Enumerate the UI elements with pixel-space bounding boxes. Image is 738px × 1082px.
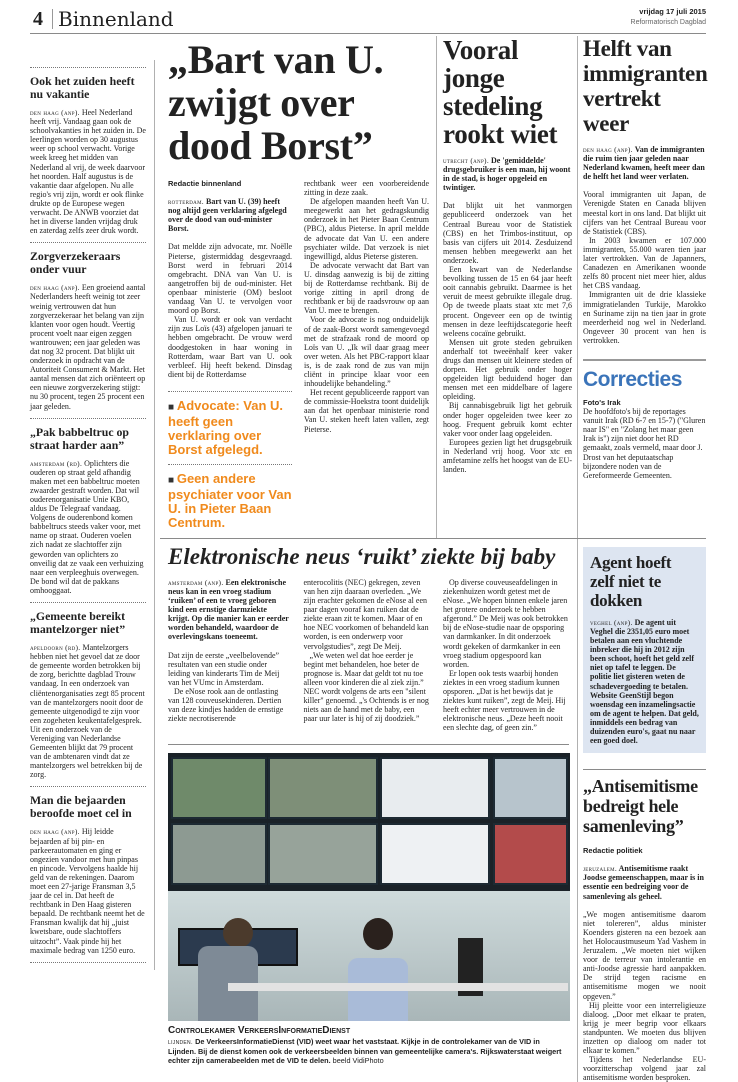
divider [168, 391, 292, 392]
correcties-rule [583, 359, 706, 361]
issue-date: vrijdag 17 juli 2015 [639, 7, 706, 16]
article-headline: Helft van immigranten vertrekt weer [583, 36, 708, 136]
paragraph: Europees gezien ligt het drugsgebruik in Nederland vrij hoog. Voor xtc en amfetamine zelfs het hoogst van de EU-landen. [443, 437, 572, 475]
brief-article [30, 75, 146, 235]
brief-title: „Pak babbeltruc op straat harder aan” [30, 424, 129, 452]
agent-body: De agent uit Veghel die 2351,05 euro moet betalen aan een vluchtende inbreker die hij in 2012 zijn been schoot, hoeft het geld zelf niet op tafel te leggen. De politie liet gisteren weten de schadevergoeding te betalen. Website GeenStijl begon woensdag een inzamelingsactie om de agent te helpen. Dat geld, inmiddels een bedrag van duizenden euro's, gaat nu naar een goed doel. [590, 617, 699, 746]
correcties-subtitle: Foto's Irak [583, 397, 621, 407]
dateline: jeruzalem. [583, 864, 618, 874]
photo-caption [168, 1025, 569, 1065]
divider [30, 602, 146, 603]
paragraph: „We weten wel dat hoe eerder je begint met behandelen, hoe beter de prognose is. Maar dat geldt tot nu toe alleen voor kinderen die al ziek zijn.” NEC wordt volgens de arts een "silent killer" genoemd. „'s Ochtends is er nog niets aan de hand met de baby, een paar uur later is hij of zij doodziek.” [303, 650, 429, 724]
page-number: 4 [33, 8, 43, 30]
main-article-col2 [304, 179, 429, 530]
paragraph: In 2003 kwamen er 107.000 immigranten, 55.000 waren tien jaar later vertrokken. Van de Japanners, Canadezen en Amerikanen woonde zelfs 80 procent niet meer hier, aldus het CBS vandaag. [583, 235, 706, 291]
paragraph: Het recent gepubliceerde rapport van de commissie-Hoekstra toont duidelijk aan dat het openbaar ministerie rond Van U. steken heeft laten vallen, zegt Pieterse. [304, 388, 429, 434]
pull-quote-text: Geen andere psychiater voor Van U. in Pieter Baan Centrum. [168, 470, 292, 530]
paragraph: De eNose rook aan de ontlasting van 128 couveusekinderen. Dertien van deze kindjes hadden de ernstige ziekte necrotiserende [168, 686, 284, 724]
article-headline: Vooral jonge stedeling rookt wiet [443, 35, 558, 149]
newspaper-name: Reformatorisch Dagblad [630, 19, 706, 26]
pull-quote: ■ Geen andere psychiater voor Van U. in Pieter Baan Centrum. [168, 470, 292, 530]
caption-text: De VerkeersInformatieDienst (VID) weet waar het vaststaat. Kijkje in de controlekamer van de VID in Lijnden. Bij de dienst komen ook de verkeersbeelden binnen van gemeentelijke camera's. Rijkswaterstaat weigert echter zijn camerabeelden met de VID te delen. [168, 1037, 562, 1066]
wiet-article [437, 36, 578, 538]
byline: Redactie politiek [583, 846, 643, 856]
divider [30, 962, 146, 963]
paragraph: Immigranten uit de drie klassieke immigratielanden Turkije, Marokko en Suriname zijn na tien jaar in grote meerderheid nog wel in Nederland. Ongeveer 30 procent van hen is vertrokken. [583, 290, 706, 345]
lead: Een elektronische neus kan in een vroeg stadium ‘ruiken’ of een te vroeg geboren kind een ernstige darmziekte krijgt. Op die manier kan er eerder worden behandeld, waardoor de overlevingskans toeneemt. [168, 577, 289, 642]
paragraph: Hij pleitte voor een interreligieuze dialoog. „Door met elkaar te praten, krijg je meer begrip voor elkaars standpunten. We moeten dus blijven inzetten op dialoog om nader tot elkaar te komen.” [583, 1000, 706, 1056]
brief-title: Ook het zuiden heeft nu vakantie [30, 74, 135, 101]
briefs-column [30, 60, 155, 970]
content-area [160, 36, 706, 1082]
paragraph: rechtbank weer een voorbereidende zitting in deze zaak. [304, 179, 429, 198]
brief-body: Een groeiend aantal Nederlanders heeft weinig tot zeer weinig vertrouwen dat hun zorgverzekeraar het belang van zijn klanten voor ogen houdt. Veertig procent voelt naar eigen zeggen wantrouwen; een jaar geleden was dat nog 32 procent. Dat blijkt uit onderzoek in opdracht van de Autoriteit Consument & Markt. Het aantal mensen dat zich oriënteert op een nieuwe zorgverzekering stijgt: nu 30 procent, tegen 25 procent een jaar geleden. [30, 283, 146, 411]
left-bottom [160, 539, 578, 1082]
brief-body: Mantelzorgers hebben niet het gevoel dat ze door de gemeente worden betrokken bij de zorg, berichtte dagblad Trouw vandaag. In een onderzoek van cliëntenorganisaties zegt 85 procent van de mantelzorgers nooit door de gemeente uitgenodigd te zijn voor een zogeheten keukentafelgesprek. Uit een onderzoek van de Vereniging van Nederlandse Gemeenten blijkt dat 79 procent van de ambtenaren vindt dat ze mantelzorgers wel betrekken bij de zorg. [30, 643, 145, 780]
paragraph: Dat meldde zijn advocate, mr. Noëlle Pieterse, gistermiddag desgevraagd. Borst werd in februari 2014 omgebracht. DNA van Van U. is aangetroffen bij de oud-minister. Het openbaar ministerie (OM) besloot vandaag Van U. te vervolgen voor moord op Borst. [168, 242, 292, 316]
paragraph: Van U. wordt er ook van verdacht zijn zus Loïs (43) afgelopen januari te hebben omgebracht. De vrouw werd doodgestoken in haar woning in Rotterdam, waar Bart van U. ook verbleef. Hij heeft bekend. Dinsdag dient bij de Rotterdamse [168, 315, 292, 379]
brief-article [30, 426, 146, 595]
dateline: rotterdam. [168, 197, 204, 207]
dateline: den haag (anp). [30, 108, 80, 117]
paragraph: Dat zijn de eerste „veelbelovende” resultaten van een studie onder leiding van kinderarts Tim de Meij van het VUmc in Amsterdam. [168, 650, 280, 687]
dateline: den haag (anp). [30, 283, 80, 293]
paragraph: Bij cannabisgebruik ligt het gebruik onder hoger opgeleiden twee keer zo hoog. Frequent gebruik komt echter vaker voor onder laag opgeleiden. [443, 401, 572, 438]
correcties-section [583, 367, 706, 480]
lead: Antisemitisme raakt Joodse gemeenschappen, maar is in essentie een bedreiging voor de samenleving als geheel. [583, 864, 704, 901]
page-header [30, 6, 706, 33]
caption-title: Controlekamer VerkeersInformatieDienst [168, 1025, 351, 1037]
section-rule [583, 769, 706, 770]
paragraph: Mensen uit grote steden gebruiken anderhalf tot tweeënhalf keer vaker drugs dan mensen uit kleinere steden of dorpen. Het gebruik onder hoger opgeleiden ligt beduidend hoger dan mensen met een middelbare of lagere opleiding. [443, 337, 572, 402]
header-rule [30, 33, 706, 34]
article-headline: Agent hoeft zelf niet te dokken [590, 552, 672, 610]
main-headline: „Bart van U. zwijgt over dood Borst” [168, 37, 384, 168]
brief-body: Heel Nederland heeft vrij. Vandaag gaan ook de schoolvakanties in het zuiden in. De leerlingen worden op 30 augustus weer op school verwacht. Vorige week kreeg het midden van Nederland al vrij, de week daarvoor het noorden. Half augustus is de vakantie daar afgelopen. Nu alle regio's vrij zijn, wordt er ook flinke drukte op de Europese wegen verwacht. De ANWB voorziet dat het in diverse landen vrijdag druk en zaterdag zelfs zeer druk wordt. [30, 108, 146, 236]
paragraph: „We mogen antisemitisme daarom niet tolereren”, aldus minister Koenders gisteren na een bezoek aan het Holocaustmuseum Yad Vashem in Jeruzalem. „We moeten niet wijken voor de terreur van intolerantie en anti-Joodse agressie hard aanpakken. De strijd tegen racisme en antisemitisme mogen we nooit opgeven.” [583, 909, 706, 1001]
divider [30, 242, 146, 243]
dateline: amsterdam (anp). [168, 577, 224, 587]
agent-box [583, 547, 706, 753]
paragraph: De advocate verwacht dat Bart van U. dinsdag aanwezig is bij de zitting bij de Rotterdamse rechtbank. Bij de vorige zitting in april drong de rechtbank er bij de raadsvrouw op aan Van U. mee te brengen. [304, 260, 429, 316]
enose-col3 [443, 578, 569, 733]
header-separator [52, 9, 53, 29]
divider [30, 786, 146, 787]
section-title: Binnenland [58, 7, 174, 31]
correcties-body: De hoofdfoto's bij de reportages vanuit Irak (RD 6-7 en 15-7) ("Gluren naar IS" en "Zolang het maar geen Irak is") zijn niet door het RD gemaakt, zoals vermeld, maar door J. Drost van het deputaatschap bijzondere noden van de Gereformeerde Gemeenten. [583, 407, 706, 480]
antisemitisme-article [583, 776, 706, 1082]
lead: Van de immigranten die ruim tien jaar geleden naar Nederland kwamen, heeft meer dan de helft het land weer verlaten. [583, 145, 705, 182]
immigranten-article [578, 36, 706, 538]
enose-col1 [168, 578, 290, 733]
main-article [160, 36, 437, 538]
divider [168, 464, 292, 465]
brief-article [30, 794, 146, 954]
lead: De 'gemiddelde' drugsgebruiker is een man, hij woont in de stad, is hoger opgeleid en twintiger. [443, 156, 571, 193]
brief-article [30, 250, 146, 410]
divider [30, 67, 146, 68]
dateline: den haag (anp). [583, 145, 633, 154]
divider [30, 418, 146, 419]
dateline: lijnden. [168, 1039, 194, 1047]
brief-title: „Gemeente bereikt mantelzorger niet” [30, 609, 126, 637]
enose-headline: Elektronische neus ‘ruikt’ ziekte bij baby [168, 543, 556, 569]
main-article-col1 [168, 179, 292, 530]
lead: Bart van U. (39) heeft nog altijd geen verklaring afgelegd over de dood van oud-minister Borst. [168, 197, 287, 234]
dateline: den haag (anp). [30, 827, 80, 837]
paragraph: Er lopen ook tests waarbij honden ziektes in een vroeg stadium kunnen opsporen. „Dat is het bewijs dat je ziektes kunt ruiken”, zegt de Meij. Hij heeft echter meer vertrouwen in de elektronische neus. „Deze heeft nooit een slechte dag, of geen zin.” [443, 668, 566, 733]
paragraph: De afgelopen maanden heeft Van U. meegewerkt aan het gedragskundig onderzoek in het Pieter Baan Centrum (PBC), aldus Pieterse. In april meldde de advocate dat Van U. een andere psychiater wilde. Dat verzoek is niet ingewilligd, aldus Pieterse gisteren. [304, 197, 429, 261]
enose-col2 [304, 578, 430, 733]
byline: Redactie binnenland [168, 179, 242, 188]
dateline: utrecht (anp). [443, 156, 490, 165]
paragraph: Op diverse couveuseafdelingen in ziekenhuizen wordt getest met de eNose. „We hopen binnen enkele jaren het grotere onderzoek te hebben afgerond.” De Meij was ook betrokken bij de eNose-studie naar de opsporing van darmkanker. In dit onderzoek wordt gekeken of darmkanker in een vroeg stadium opgespoord kan worden. [443, 577, 568, 669]
pull-quote-text: Advocate: Van U. heeft geen verklaring over Borst afgelegd. [168, 397, 284, 457]
paragraph: Een kwart van de Nederlandse bevolking tussen de 15 en 64 jaar heeft ooit cannabis gebruikt. Daarmee is het veruit de meest gebruikte illegale drug. Op de tweede plaats staat xtc met 7,6 procent. Ongeveer een op de twintig mensen in deze leeftijdscategorie heeft weleens cocaïne gebruikt. [443, 265, 572, 338]
brief-title: Man die bejaarden beroofde moet cel in [30, 793, 132, 821]
top-row [160, 36, 706, 538]
paragraph: Dat blijkt uit het vanmorgen gepubliceerd onderzoek van het Centraal Bureau voor de Statistiek (CBS) en het Trimbos-instituut, op basis van cijfers uit 2014. Zesduizend mensen hebben meegewerkt aan het onderzoek. [443, 201, 572, 265]
paragraph: enterocolitis (NEC) gekregen, zeven van hen zijn daaraan overleden. „We zijn erachter gekomen de eNose al een paar dagen vooraf kan ruiken dat de ziekte eraan zit te komen. Maar of en hoe NEC voorkomen of behandeld kan worden, is een onderwerp voor vervolgstudies”, zegt De Meij. [303, 577, 429, 651]
dateline: veghel (anp). [590, 617, 633, 627]
photo-rule [168, 744, 569, 745]
photo-credit: beeld VidiPhoto [332, 1056, 384, 1066]
control-room-photo [168, 753, 570, 1021]
right-bottom [578, 539, 706, 1082]
brief-article [30, 610, 146, 779]
dateline: amsterdam (rd). [30, 458, 83, 468]
correcties-title: Correcties [583, 367, 682, 391]
dateline: apeldoorn (rd). [30, 643, 81, 653]
article-headline: „Antisemitisme bedreigt hele samenleving” [583, 776, 698, 837]
brief-body: Oplichters die ouderen op straat geld afhandig maken met een babbeltruc moeten zwaarder gestraft worden. Dat wil ouderenorganisatie Unie KBO, aldus De Telegraaf vandaag. Volgens de ouderenbond komen babbeltrucs steeds vaker voor, met name op straat. Ouderen voelen zich nadat ze slachtoffer zijn geworden van oplichters zo onveilig dat ze vaak een verhuizing naar een verpleeghuis overwegen. De bond wil dat de pakkans omhooggaat. [30, 458, 144, 595]
paragraph: Vooral immigranten uit Japan, de Verenigde Staten en Canada blijven meestal kort in ons land. Dat blijkt uit cijfers van het Centraal Bureau voor de Statistiek (CBS). [583, 190, 706, 236]
paragraph: Tijdens het Nederlandse EU-voorzitterschap volgend jaar zal antisemitisme worden besproken. [583, 1055, 706, 1082]
bottom-row [160, 538, 706, 1082]
paragraph: Voor de advocate is nog onduidelijk of de zaak-Borst wordt samengevoegd met de strafzaak rond de moord op Loïs van U. „Ik wil daar graag meer over weten. Als het PBC-rapport klaar is, is de zaak rond de zus van mijn cliënt in principe klaar voor een inhoudelijke behandeling.” [304, 315, 429, 389]
pull-quote: ■ Advocate: Van U. heeft geen verklaring over Borst afgelegd. [168, 397, 284, 457]
brief-title: Zorgverzekeraars onder vuur [30, 249, 121, 277]
brief-body: Hij leidde bejaarden af bij pin- en parkeerautomaten en ging er ongezien vandoor met hun pinpas en pincode. Vervolgens haalde hij geld van de rekeningen. Daarom moet een 27-jarige Fransman 3,5 jaar de cel in. Dat heeft de rechtbank in Den Haag gisteren bepaald. De rechtbank neemt het de Fransman kwalijk dat hij „juist kwetsbare, oude slachtoffers uitzocht”. Vaak pinde hij het maximale bedrag van 1250 euro. [30, 827, 145, 955]
